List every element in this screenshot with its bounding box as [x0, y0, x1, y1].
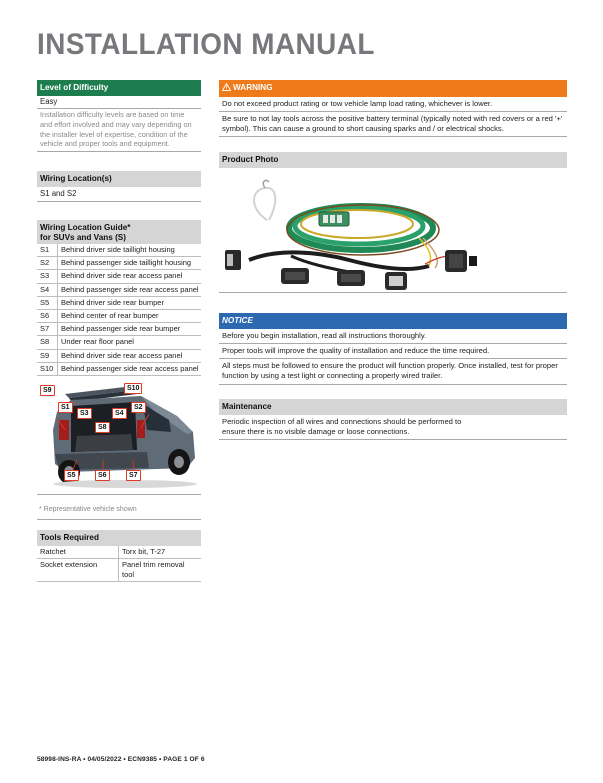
guide-location: Behind center of rear bumper — [61, 311, 159, 321]
page-footer: 58998-INS-RA • 04/05/2022 • ECN9385 • PAGE 1 OF 6 — [37, 756, 205, 763]
guide-location: Behind driver side rear bumper — [61, 297, 164, 307]
tools-header: Tools Required — [37, 530, 201, 546]
tag-s3: S3 — [77, 408, 92, 419]
guide-location: Behind driver side rear access panel — [61, 350, 183, 360]
guide-code: S1 — [37, 244, 58, 256]
tag-s8: S8 — [95, 422, 110, 433]
guide-location: Behind driver side rear access panel — [61, 271, 183, 281]
tool-row — [37, 559, 201, 582]
guide-code: S10 — [37, 363, 58, 375]
warning-line-1: Do not exceed product rating or tow vehicle lamp load rating, whichever is lower. — [219, 97, 567, 112]
guide-row — [37, 350, 201, 363]
wiring-guide-header-line2: for SUVs and Vans (S) — [40, 233, 126, 242]
guide-code: S7 — [37, 323, 58, 335]
tag-s4: S4 — [112, 408, 127, 419]
difficulty-description: Installation difficulty levels are based on time and effort involved and may vary depending on the installer level of expertise, condition of the vehicle and proper tools and equipment. — [37, 109, 201, 152]
tag-s2: S2 — [131, 402, 146, 413]
notice-line-2: Proper tools will improve the quality of installation and reduce the time required. — [219, 344, 567, 359]
wiring-guide-header — [37, 220, 201, 244]
page-title: INSTALLATION MANUAL — [37, 28, 375, 61]
guide-row — [37, 284, 201, 297]
guide-location: Behind passenger side taillight housing — [61, 258, 192, 268]
tool-name: Socket extension — [37, 559, 119, 581]
guide-row — [37, 336, 201, 349]
wiring-location-header: Wiring Location(s) — [37, 171, 201, 187]
guide-location: Behind driver side taillight housing — [61, 245, 175, 254]
guide-row — [37, 363, 201, 376]
guide-row — [37, 270, 201, 283]
tag-s10: S10 — [124, 383, 142, 394]
difficulty-level: Easy — [37, 96, 201, 109]
vehicle-illustration — [37, 380, 201, 490]
guide-row — [37, 297, 201, 310]
notice-line-1: Before you begin installation, read all instructions thoroughly. — [219, 329, 567, 344]
warning-header — [219, 80, 567, 97]
wiring-guide-table — [37, 244, 201, 376]
notice-header: NOTICE — [219, 313, 567, 329]
tag-s1: S1 — [58, 402, 73, 413]
tag-s7: S7 — [126, 470, 141, 481]
product-photo-section — [219, 152, 567, 293]
guide-row — [37, 257, 201, 270]
wiring-location-section — [37, 171, 201, 202]
guide-row — [37, 323, 201, 336]
wiring-guide-section — [37, 220, 201, 376]
tag-s6: S6 — [95, 470, 110, 481]
warning-header-label: WARNING — [233, 83, 273, 92]
product-photo — [219, 168, 567, 293]
guide-location: Behind passenger side rear access panel — [61, 284, 199, 294]
warning-section — [219, 80, 567, 137]
guide-code: S2 — [37, 257, 58, 269]
guide-location: Behind passenger side rear bumper — [61, 324, 181, 334]
maintenance-section — [219, 399, 567, 440]
guide-code: S5 — [37, 297, 58, 309]
maintenance-text: Periodic inspection of all wires and connections should be performed to ensure there is no visible damage or loose connections. — [219, 415, 567, 440]
difficulty-header: Level of Difficulty — [37, 80, 201, 96]
product-photo-header: Product Photo — [219, 152, 567, 168]
wiring-guide-header-line1: Wiring Location Guide* — [40, 223, 131, 232]
vehicle-caption-text: * Representative vehicle shown — [39, 506, 137, 513]
warning-triangle-icon — [222, 83, 231, 94]
wiring-harness-icon — [219, 168, 567, 293]
notice-section — [219, 313, 567, 385]
tool-name: Ratchet — [37, 546, 119, 558]
warning-line-2: Be sure to not lay tools across the positive battery terminal (typically noted with red covers or a red '+' symbol). This can cause a ground to short causing sparks and / or electrical shocks. — [219, 112, 567, 137]
tag-s5: S5 — [64, 470, 79, 481]
difficulty-section — [37, 80, 201, 152]
maintenance-header: Maintenance — [219, 399, 567, 415]
suv-rear-icon — [37, 380, 201, 490]
tool-bit: Torx bit, T-27 — [122, 547, 166, 556]
tool-row — [37, 546, 201, 559]
notice-line-3: All steps must be followed to ensure the product will function properly. Once installed, test for proper function by using a test light or connecting a properly wired trailer. — [219, 359, 567, 385]
guide-code: S3 — [37, 270, 58, 282]
guide-row — [37, 310, 201, 323]
guide-code: S8 — [37, 336, 58, 348]
tool-bit: Panel trim removal tool — [122, 560, 185, 579]
guide-code: S6 — [37, 310, 58, 322]
vehicle-caption — [37, 494, 201, 520]
tag-s9: S9 — [40, 385, 55, 396]
tools-section — [37, 530, 201, 582]
guide-code: S9 — [37, 350, 58, 362]
guide-location: Behind passenger side rear access panel — [61, 363, 199, 373]
guide-location: Under rear floor panel — [61, 337, 134, 347]
guide-row — [37, 244, 201, 257]
guide-code: S4 — [37, 284, 58, 296]
wiring-location-value: S1 and S2 — [37, 187, 201, 202]
